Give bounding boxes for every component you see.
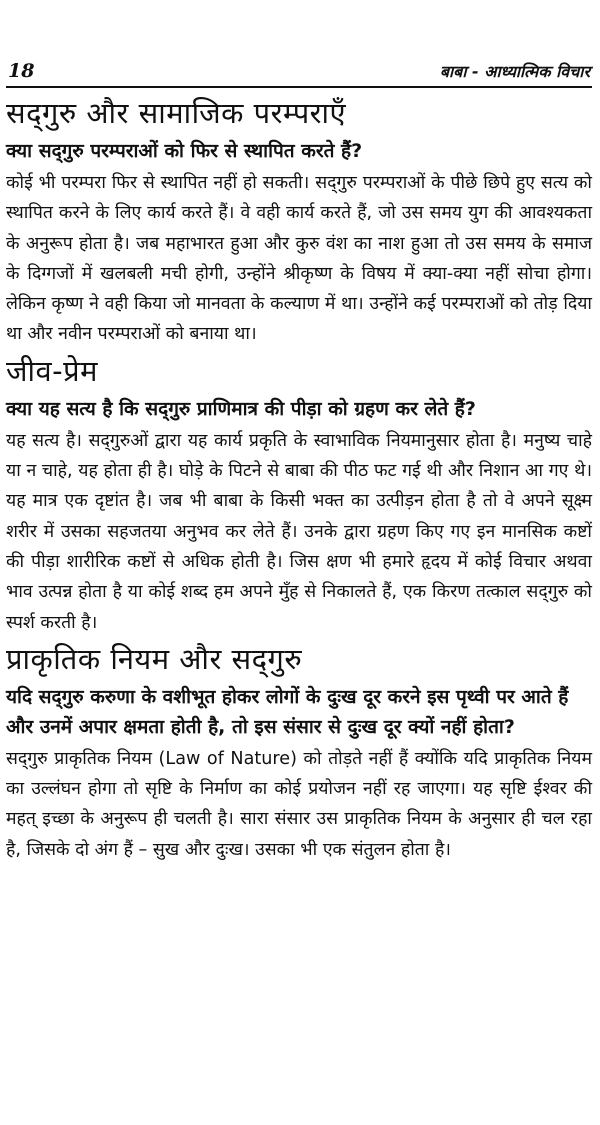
section-question: क्या यह सत्य है कि सद्‌गुरु प्राणिमात्र की पीड़ा को ग्रहण कर लेते हैं?: [6, 397, 476, 420]
section-heading: जीव-प्रेम: [6, 353, 98, 388]
section-heading: सद्‌गुरु और सामाजिक परम्पराएँ: [6, 96, 347, 130]
section-heading: प्राकृतिक नियम और सद्‌गुरु: [6, 641, 303, 676]
section-law-of-nature: [6, 638, 592, 865]
header-rule: [6, 86, 592, 88]
page-header: [8, 58, 590, 84]
section-social-traditions: [6, 92, 592, 350]
page-content: [6, 92, 592, 865]
page-number: 18: [8, 60, 35, 82]
section-jeev-prem: [6, 350, 592, 638]
section-paragraph: कोई भी परम्परा फिर से स्थापित नहीं हो सकती। सद्‌गुरु परम्पराओं के पीछे छिपे हुए सत्य को स्थापित करने के लिए कार्य करते हैं। वे वही कार्य करते हैं, जो उस समय युग की आवश्यकता के अनुरूप होता है। जब महाभारत हुआ और कुरु वंश का नाश हुआ तो उस समय के समाज के दिग्गजों में खलबली मची होगी, उन्होंने श्रीकृष्ण के विषय में क्या-क्या नहीं सोचा होगा। लेकिन कृष्ण ने वही किया जो मानवता के कल्याण में था। उन्होंने कई परम्पराओं को तोड़ दिया था और नवीन परम्पराओं को बनाया था।: [6, 173, 592, 345]
section-question: यदि सद्‌गुरु करुणा के वशीभूत होकर लोगों के दुःख दूर करने इस पृथ्वी पर आते हैं और उनमें अपार क्षमता होती है, तो इस संसार से दुःख दूर क्यों नहीं होता?: [6, 685, 569, 738]
section-question: क्या सद्‌गुरु परम्पराओं को फिर से स्थापित करते हैं?: [6, 140, 363, 162]
section-paragraph: सद्‌गुरु प्राकृतिक नियम (Law of Nature) को तोड़ते नहीं हैं क्योंकि यदि प्राकृतिक नियम का उल्लंघन होगा तो सृष्टि के निर्माण का कोई प्रयोजन नहीं रह जाएगा। यह सृष्टि ईश्वर की महत् इच्छा के अनुरूप ही चलती है। सारा संसार उस प्राकृतिक नियम के अनुसार ही चल रहा है, जिसके दो अंग हैं – सुख और दुःख। उसका भी एक संतुलन होता है।: [6, 748, 592, 860]
section-paragraph: यह सत्य है। सद्‌गुरुओं द्वारा यह कार्य प्रकृति के स्वाभाविक नियमानुसार होता है। मनुष्य चाहे या न चाहे, यह होता ही है। घोड़े के पिटने से बाबा की पीठ फट गई थी और निशान आ गए थे। यह मात्र एक दृष्टांत है। जब भी बाबा के किसी भक्त का उत्पीड़न होता है तो वे अपने सूक्ष्म शरीर में उसका सहजतया अनुभव कर लेते हैं। उनके द्वारा ग्रहण किए गए इन मानसिक कष्टों की पीड़ा शारीरिक कष्टों से अधिक होती है। जिस क्षण भी हमारे हृदय में कोई विचार अथवा भाव उत्पन्न होता है या कोई शब्द हम अपने मुँह से निकालते हैं, एक किरण तत्काल सद्‌गुरु को स्पर्श करती है।: [6, 430, 592, 633]
running-title: बाबा - आध्यात्मिक विचार: [439, 62, 590, 81]
